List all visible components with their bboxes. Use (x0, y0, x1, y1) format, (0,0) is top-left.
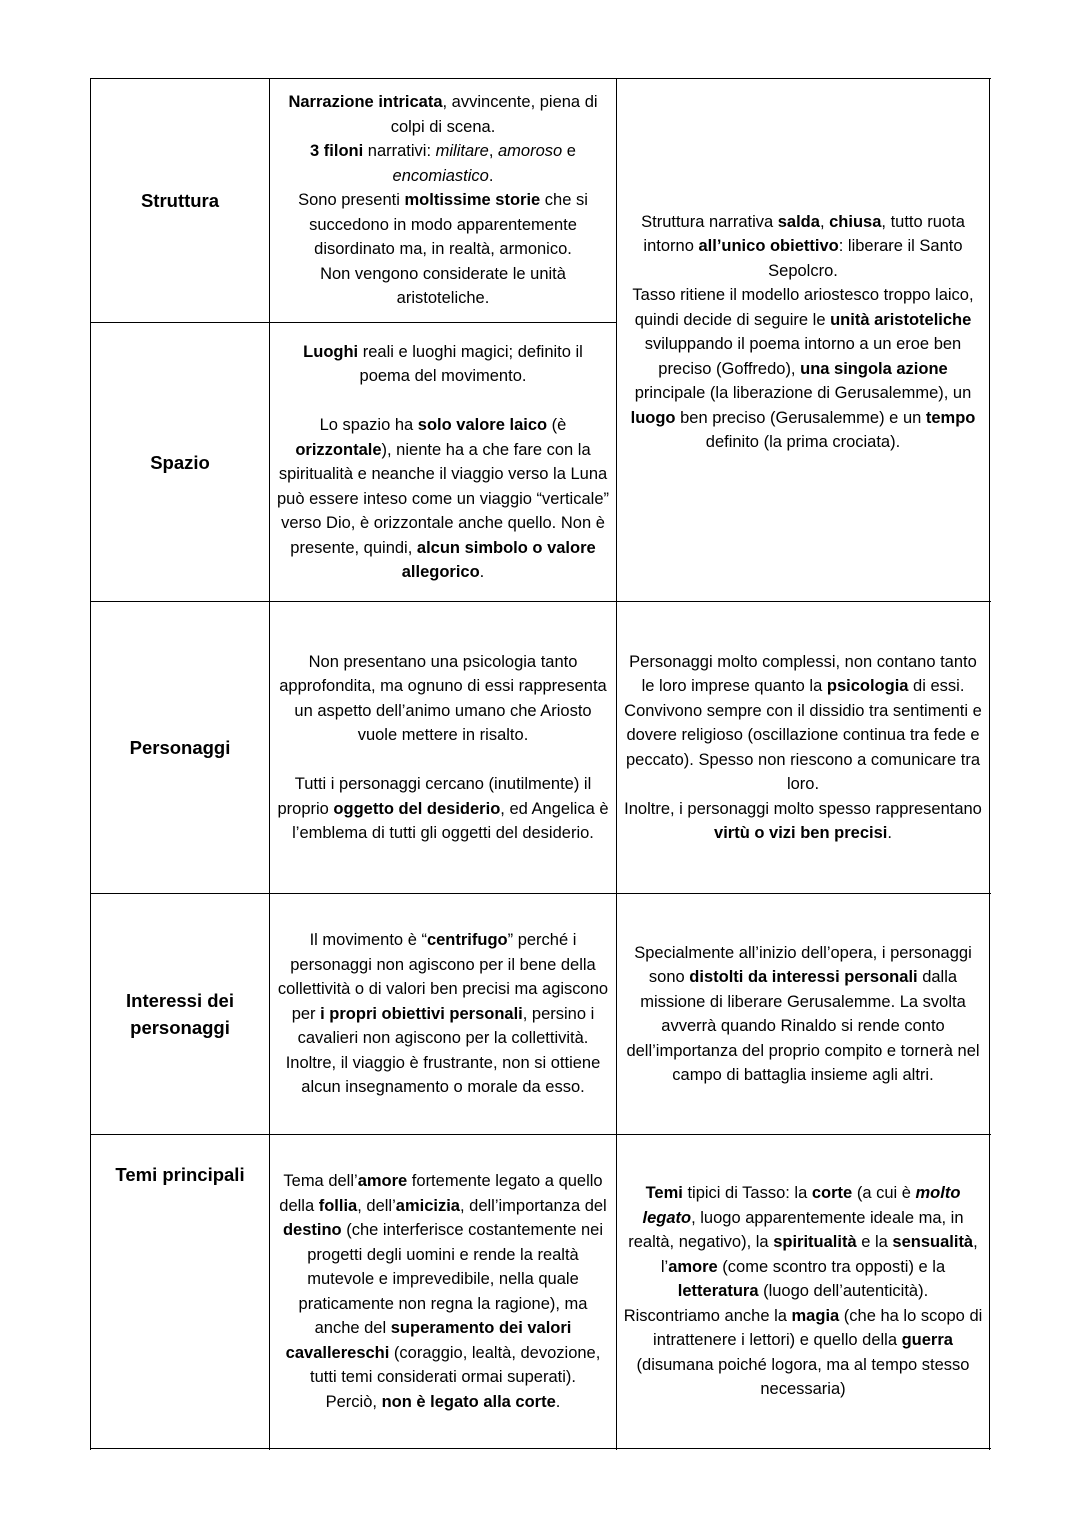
text-run: magia (791, 1306, 840, 1325)
text-run: : liberare il Santo Sepolcro. (768, 237, 963, 280)
text-run: (che ha lo scopo di intrattenere i lettori) e quello della (653, 1306, 983, 1350)
text-run: (è (547, 416, 567, 434)
ariosto-interessi (270, 894, 616, 1134)
text-run: amore (668, 1257, 718, 1276)
tasso-personaggi (617, 602, 989, 893)
text-run: , (488, 142, 498, 161)
row-label-temi: Temi principali (115, 1164, 245, 1185)
paragraph (276, 772, 610, 846)
text-run: i propri obiettivi personali (320, 1004, 523, 1023)
text-run: Inoltre, i personaggi molto spesso rappresentano (624, 799, 982, 818)
paragraph (276, 748, 610, 773)
row-divider (90, 1134, 991, 1135)
text-run: e la (856, 1233, 893, 1252)
text-run: definito (la prima crociata). (705, 433, 901, 451)
text-run: una singola azione (800, 359, 948, 378)
text-run: alcun simbolo o valore allegorico (401, 538, 596, 581)
table-border-left (90, 78, 91, 1450)
cell-text (623, 941, 983, 1088)
paragraph (276, 1051, 610, 1100)
text-run: Lo spazio ha (319, 416, 418, 434)
cell-text (276, 928, 610, 1100)
cell-text (623, 1181, 983, 1402)
cell-text (276, 340, 610, 585)
text-run: tempo (925, 408, 976, 427)
paragraph (623, 650, 983, 797)
paragraph (276, 340, 610, 389)
text-run: (a cui è (852, 1184, 916, 1203)
ariosto-personaggi (270, 602, 616, 893)
cell-text (623, 650, 983, 846)
paragraph (623, 797, 983, 846)
text-run: , (819, 212, 830, 231)
text-run: guerra (901, 1331, 953, 1350)
paragraph (276, 188, 610, 262)
paragraph (276, 928, 610, 1051)
text-run: , dell’importanza del (459, 1196, 607, 1215)
text-run: . (488, 166, 494, 185)
text-run: , luogo apparentemente ideale ma, in realtà, negativo), la (628, 1208, 964, 1252)
paragraph (623, 1304, 983, 1402)
row-label-interessi: Interessi dei personaggi (126, 990, 234, 1038)
text-run: (disumana poiché logora, ma al tempo stesso necessaria) (636, 1355, 970, 1399)
text-run: psicologia (826, 677, 909, 695)
ariosto-temi (270, 1135, 616, 1448)
paragraph (276, 389, 610, 414)
text-run: Perciò, (325, 1392, 382, 1411)
text-run: luogo (630, 408, 676, 427)
tasso-temi (617, 1135, 989, 1448)
text-run: Non presentano una psicologia tanto approfondita, ma ognuno di essi rappresenta un aspetto dell’animo umano che Ariosto vuole mettere in risalto. (279, 652, 607, 744)
paragraph (276, 262, 610, 311)
text-run: virtù o vizi ben precisi (714, 824, 888, 842)
text-run: Tasso ritiene il modello ariostesco troppo laico, quindi decide di seguire le (632, 286, 974, 329)
cell-text (276, 650, 610, 846)
text-run: . (887, 824, 892, 842)
text-run: . (555, 1392, 561, 1411)
text-run: oggetto del desiderio (333, 799, 501, 818)
text-run: (luogo dell’autenticità). (758, 1282, 929, 1301)
table-border-bottom (90, 1448, 991, 1449)
tasso-struttura-spazio (617, 79, 989, 601)
column-divider (269, 78, 270, 1450)
text-run: , dell’ (357, 1196, 396, 1215)
text-run: salda (777, 212, 820, 231)
text-run: follia (318, 1196, 358, 1215)
text-run: Riscontriamo anche la (623, 1306, 792, 1325)
row-label-spazio: Spazio (150, 451, 210, 473)
text-run: orizzontale (295, 440, 382, 459)
text-run: militare (435, 142, 489, 161)
paragraph (623, 283, 983, 455)
text-run: Il movimento è “ (309, 931, 427, 950)
text-run: chiusa (829, 212, 882, 231)
text-run: distolti da interessi personali (689, 968, 918, 986)
cell-text (276, 90, 610, 311)
text-run: letteratura (677, 1282, 759, 1301)
text-run: corte (811, 1184, 853, 1203)
text-run: Personaggi molto complessi, non contano tanto le loro imprese quanto la (629, 652, 977, 695)
text-run: , avvincente, piena di colpi di scena. (390, 93, 598, 136)
ariosto-struttura (270, 79, 616, 322)
text-run: solo valore laico (417, 416, 548, 434)
text-run: , tutto ruota intorno (643, 212, 965, 255)
text-run: Sono presenti (298, 191, 405, 210)
text-run: sviluppando il poema intorno a un eroe ben preciso (Goffredo), (644, 335, 962, 378)
text-run: superamento dei valori cavallereschi (285, 1319, 572, 1362)
text-run: Inoltre, il viaggio è frustrante, non si ottiene alcun insegnamento o morale da esso. (285, 1053, 601, 1097)
column-divider (616, 78, 617, 1450)
paragraph (276, 90, 610, 139)
cell-text (623, 210, 983, 455)
text-run: principale (la liberazione di Gerusalemme), un (634, 384, 972, 402)
text-run: Temi (645, 1184, 683, 1203)
text-run: Tutti i personaggi cercano (inutilmente) il proprio (277, 775, 592, 818)
row-divider (90, 893, 991, 894)
paragraph (276, 139, 610, 188)
text-run: e (562, 142, 576, 161)
text-run: centrifugo (426, 931, 508, 950)
text-run: ben preciso (Gerusalemme) e un (675, 408, 926, 427)
text-run: Tema dell’ (283, 1172, 358, 1190)
table-border-top (90, 78, 991, 79)
text-run: (coraggio, lealtà, devozione, tutti temi considerati ormai superati). (310, 1343, 601, 1386)
text-run: encomiastico (392, 166, 489, 185)
text-run: unità aristoteliche (830, 310, 972, 329)
row-divider (90, 322, 617, 323)
text-run: dalla missione di liberare Gerusalemme. La svolta avverrà quando Rinaldo si rende conto dell’importanza del proprio compito e tornerà nel campo di battaglia insieme agli altri. (626, 968, 980, 1084)
table-border-right (989, 78, 990, 1450)
text-run: di essi. Convivono sempre con il dissidio tra sentimenti e dovere religioso (oscillazione continua tra fede e peccato). Spesso non riescono a comunicare tra loro. (624, 677, 982, 793)
paragraph (623, 941, 983, 1088)
paragraph (276, 1169, 610, 1390)
text-run: Struttura narrativa (641, 212, 778, 231)
text-run: Narrazione intricata (288, 93, 443, 112)
text-run: all’unico obiettivo (698, 237, 839, 255)
text-run: , ed Angelica è l’emblema di tutti gli oggetti del desiderio. (292, 799, 609, 842)
text-run: amoroso (498, 142, 563, 161)
text-run: , persino i cavalieri non agiscono per la collettività. (297, 1004, 595, 1048)
text-run: (come scontro tra opposti) e la (717, 1257, 946, 1276)
text-run: non è legato alla corte (381, 1392, 556, 1411)
ariosto-spazio (270, 323, 616, 601)
text-run: amore (357, 1172, 408, 1190)
text-run: moltissime storie (404, 191, 541, 210)
text-run: molto legato (642, 1184, 961, 1227)
row-label-struttura: Struttura (140, 190, 220, 211)
cell-text (276, 1169, 610, 1414)
text-run: Luoghi (303, 342, 359, 361)
paragraph (623, 210, 983, 284)
text-run: sensualità (892, 1233, 974, 1252)
row-label-personaggi: Personaggi (129, 737, 231, 758)
paragraph (276, 1390, 610, 1415)
text-run: ” perché i personaggi non agiscono per il bene della collettività o di valori ben precisi ma agiscono per (277, 931, 609, 1023)
text-run: (che interferisce costantemente nei progetti degli uomini e rende la realtà mutevole e imprevedibile, nella quale praticamente non regna la ragione), ma anche del (298, 1221, 604, 1337)
text-run: tipici di Tasso: la (682, 1184, 812, 1203)
tasso-interessi (617, 894, 989, 1134)
text-run: fortemente legato a quello della (279, 1172, 603, 1215)
paragraph (623, 1181, 983, 1304)
text-run: spiritualità (773, 1233, 857, 1252)
text-run: che si succedono in modo apparentemente disordinato ma, in realtà, armonico. (309, 191, 588, 259)
text-run: ), niente ha a che fare con la spiritualità e neanche il viaggio verso la Luna può essere inteso come un viaggio “verticale” verso Dio, è orizzontale anche quello. Non è presente, quindi, (276, 440, 609, 557)
text-run: destino (282, 1221, 342, 1239)
text-run: amicizia (395, 1196, 460, 1215)
paragraph (276, 650, 610, 748)
text-run: 3 filoni (310, 142, 364, 161)
text-run: , l’ (660, 1233, 978, 1276)
paragraph (276, 413, 610, 585)
row-divider (90, 601, 991, 602)
text-run: Non vengono considerate le unità aristoteliche. (320, 264, 566, 308)
text-run: . (479, 563, 485, 581)
text-run: narrativi: (363, 142, 436, 161)
text-run: reali e luoghi magici; definito il poema del movimento. (358, 342, 583, 385)
text-run: Specialmente all’inizio dell’opera, i personaggi sono (634, 943, 972, 986)
